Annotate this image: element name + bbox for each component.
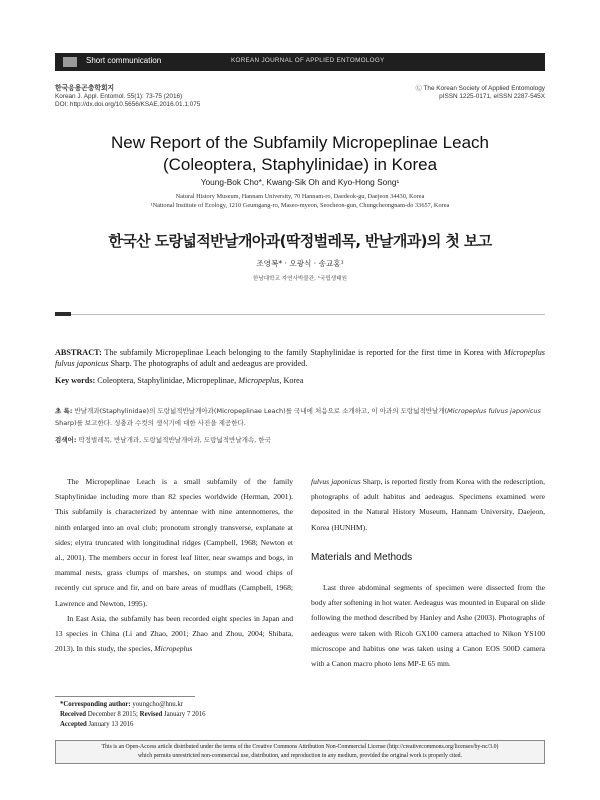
keywords-text-2: , Korea bbox=[279, 376, 304, 385]
copyright-block bbox=[415, 85, 545, 101]
revised-date: January 7 2016 bbox=[162, 711, 206, 718]
article-title-line-1: New Report of the Subfamily Micropeplinae Leach bbox=[111, 133, 489, 152]
copyright-text: Ⓒ The Korean Society of Applied Entomology bbox=[415, 85, 545, 92]
citation-text: Korean J. Appl. Entomol. 55(1): 73-75 (2016) bbox=[55, 93, 183, 100]
divider-mark bbox=[55, 312, 71, 316]
abstract-korean-species: Micropeplus fulvus japonicus bbox=[447, 407, 541, 415]
body-paragraph-2-genus: Micropeplus bbox=[154, 644, 193, 654]
journal-name: KOREAN JOURNAL OF APPLIED ENTOMOLOGY bbox=[231, 57, 385, 64]
received-date: December 8 2015; bbox=[86, 711, 140, 718]
article-title-korean: 한국산 도랑넓적반날개아과(딱정벌레목, 반날개과)의 첫 보고 bbox=[108, 232, 492, 250]
keywords-korean bbox=[55, 435, 545, 444]
license-notice bbox=[55, 740, 545, 764]
abstract-korean-text-1: 반날개과(Staphylinidae)의 도랑넓적반날개아과(Micropeplinae Leach)를 국내에 처음으로 소개하고, 이 아과의 도랑넓적반날개( bbox=[72, 407, 448, 415]
accepted-date: January 13 2016 bbox=[86, 721, 134, 728]
journal-header-bar bbox=[55, 53, 545, 71]
body-left-column bbox=[55, 474, 293, 656]
affiliation-1: Natural History Museum, Hannam University, 70 Hannam-ro, Daedeok-gu, Daejeon 34430, Korea bbox=[175, 193, 425, 200]
abstract-species: Micropeplus fulvus japonicus bbox=[55, 348, 545, 368]
abstract-text-1: The subfamily Micropeplinae Leach belonging to the family Staphylinidae is reported for the first time in Korea with bbox=[101, 348, 504, 357]
body-paragraph-1: The Micropeplinae Leach is a small subfamily of the family Staphylinidae including more than 82 species worldwide (Herman, 2001). This subfamily is characterized by antennae with nine antennomeres, the ninth enlarged into an oval club; pronotum strongly transverse, explanate at sides; elytra truncated with longitudinal ridges (Campbell, 1968; Newton et al., 2001). The members occur in forest leaf litter, near swamps and bogs, in mammal nests, grass clumps of marshes, on stumps and wood chips of recently cut spruce and fir, and on bare areas of mudflats (Campbell, 1968; Lawrence and Newton, 1995). bbox=[55, 477, 293, 608]
keywords-text-1: Coleoptera, Staphylinidae, Micropeplinae, bbox=[95, 376, 239, 385]
license-line-1: This is an Open-Access article distributed under the terms of the Creative Commons Attribution Non-Commercial License (http://creativecommons.org/licenses/by-nc/3.0) bbox=[101, 744, 499, 750]
citation-block bbox=[55, 85, 200, 109]
footnote-divider bbox=[55, 696, 195, 697]
body-continuation-text: Sharp, is reported firstly from Korea with the redescription, photographs of adult habitus and aedeagus. Specimens examined were deposited in the Natural History Museum, Hannam University, Daejeon, Korea (HUNHM). bbox=[311, 477, 545, 532]
corresponding-author bbox=[60, 700, 206, 710]
authors-korean: 조영복* · 오광식 · 송교홍¹ bbox=[256, 259, 344, 268]
keywords bbox=[55, 376, 545, 385]
revised-label: Revised bbox=[139, 711, 163, 718]
corresponding-label: *Corresponding author: bbox=[60, 701, 131, 708]
body-paragraph-2-text: In East Asia, the subfamily has been recorded eight species in Japan and 13 species in China (Li and Zhao, 2001; Zhao and Zhou, 2004; Shibata, 2013). In this study, the species, bbox=[55, 613, 293, 654]
section-heading-materials-methods: Materials and Methods bbox=[311, 552, 413, 563]
issn-text: pISSN 1225-0171, eISSN 2287-545X bbox=[439, 93, 545, 100]
received-revised-dates bbox=[60, 710, 206, 720]
header-accent-block bbox=[63, 57, 77, 67]
section-divider bbox=[55, 314, 545, 315]
keywords-korean-text: 딱정벌레목, 반날개과, 도랑넓적반날개아과, 도랑넓적반날개속, 한국 bbox=[76, 436, 271, 444]
received-label: Received bbox=[60, 711, 87, 718]
journal-name-korean: 한국응용곤충학회지 bbox=[55, 85, 115, 92]
methods-paragraph: Last three abdominal segments of specimen were dissected from the body after softening in hot water. Aedeagus was mounted in Euparal on slide following the method described by Hanley and Ashe (2003). Photographs of aedeagus were taken with Ricoh GX100 camera attached to Nikon YS100 microscope and habitus one was taken using a Canon EOS 500D camera with a Canon macro photo lens MP-E 65 mm. bbox=[311, 583, 545, 669]
abstract-korean-label: 초 록: bbox=[55, 407, 73, 415]
doi-link[interactable]: DOI: http://dx.doi.org/10.5656/KSAE.2016.01.1.075 bbox=[55, 101, 201, 108]
accepted-date-line bbox=[60, 720, 206, 730]
license-line-2: which permits unrestricted non-commercial use, distribution, and reproduction in any medium, provided the original work is properly cited. bbox=[137, 753, 463, 759]
abstract-text-2: Sharp. The photographs of adult and aedeagus are provided. bbox=[108, 359, 308, 368]
article-title-line-2: (Coleoptera, Staphylinidae) in Korea bbox=[162, 155, 438, 174]
body-right-column-continuation bbox=[311, 474, 545, 535]
keywords-genus: Micropeplus bbox=[238, 376, 280, 385]
keywords-label: Key words: bbox=[55, 376, 96, 385]
corresponding-email[interactable]: youngcho@hnu.kr bbox=[130, 701, 184, 708]
abstract-label: ABSTRACT: bbox=[55, 348, 102, 357]
affiliation-korean: 한남대학교 자연사박물관, ¹국립생태원 bbox=[252, 276, 348, 282]
abstract-korean-text-2: Sharp)를 보고한다. 성충과 수컷의 생식기에 대한 사진을 제공한다. bbox=[55, 419, 246, 427]
authors-english: Young-Bok Cho*, Kwang-Sik Oh and Kyo-Hong Song¹ bbox=[200, 177, 400, 187]
accepted-label: Accepted bbox=[60, 721, 87, 728]
article-type-label: Short communication bbox=[86, 56, 162, 65]
abstract bbox=[55, 347, 545, 369]
body-paragraph-2 bbox=[55, 611, 293, 657]
affiliation-2: ¹National Institute of Ecology, 1210 Geumgang-ro, Maseo-myeon, Seocheon-gun, Chungcheongnam-do 33657, Korea bbox=[150, 202, 450, 209]
footnotes bbox=[60, 700, 206, 730]
abstract-korean bbox=[55, 405, 545, 429]
body-continuation-species: fulvus japonicus bbox=[311, 477, 361, 486]
keywords-korean-label: 검색어: bbox=[55, 436, 77, 444]
